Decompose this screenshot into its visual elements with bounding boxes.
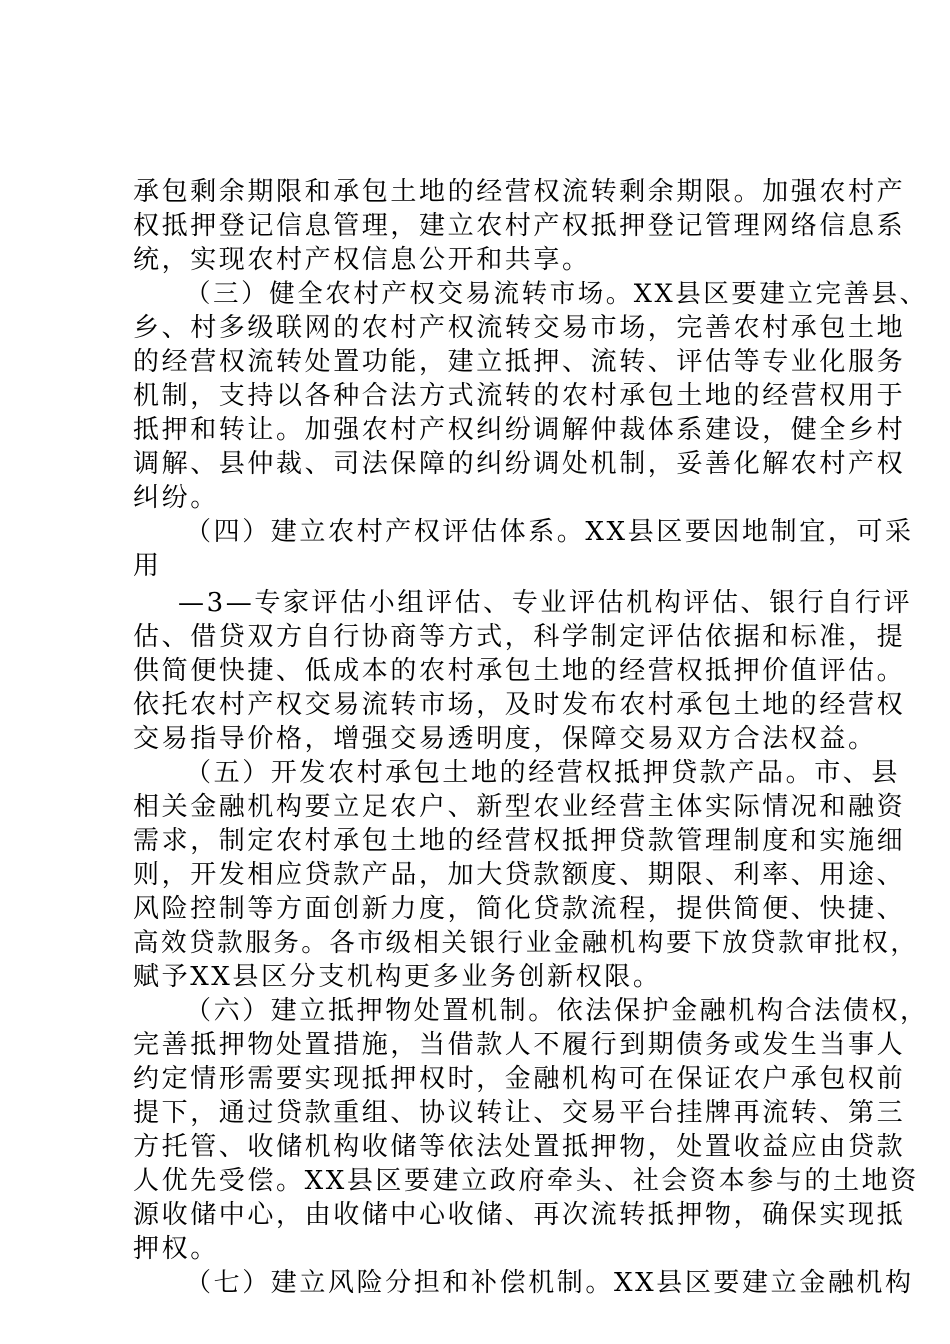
- text-line: 则，开发相应贷款产品，加大贷款额度、期限、利率、用途、: [133, 860, 906, 890]
- text-line: 承包剩余期限和承包土地的经营权流转剩余期限。加强农村产: [133, 177, 906, 207]
- paragraph-first-line: （六）建立抵押物处置机制。依法保护金融机构合法债权，: [185, 996, 929, 1026]
- text-line: 相关金融机构要立足农户、新型农业经营主体实际情况和融资: [133, 792, 906, 822]
- text-line: 的经营权流转处置功能，建立抵押、流转、评估等专业化服务: [133, 347, 906, 377]
- text-line: 交易指导价格，增强交易透明度，保障交易双方合法权益。: [133, 724, 877, 754]
- text-line: 乡、村多级联网的农村产权流转交易市场，完善农村承包土地: [133, 313, 906, 343]
- text-line: 统，实现农村产权信息公开和共享。: [133, 245, 591, 275]
- text-line: 机制，支持以各种合法方式流转的农村承包土地的经营权用于: [133, 381, 906, 411]
- text-line: 需求，制定农村承包土地的经营权抵押贷款管理制度和实施细: [133, 826, 906, 856]
- paragraph-first-line: （七）建立风险分担和补偿机制。XX县区要建立金融机构: [185, 1268, 914, 1298]
- text-line: 高效贷款服务。各市级相关银行业金融机构要下放贷款审批权，: [133, 928, 919, 958]
- text-line: 风险控制等方面创新力度，简化贷款流程，提供简便、快捷、: [133, 894, 906, 924]
- text-line: 完善抵押物处置措施，当借款人不履行到期债务或发生当事人: [133, 1030, 906, 1060]
- text-line: 抵押和转让。加强农村产权纠纷调解仲裁体系建设，健全乡村: [133, 415, 906, 445]
- text-line: 调解、县仲裁、司法保障的纠纷调处机制，妥善化解农村产权: [133, 449, 906, 479]
- text-line: 赋予XX县区分支机构更多业务创新权限。: [133, 962, 662, 992]
- text-line: 方托管、收储机构收储等依法处置抵押物，处置收益应由贷款: [133, 1132, 906, 1162]
- text-line: 提下，通过贷款重组、协议转让、交易平台挂牌再流转、第三: [133, 1098, 906, 1128]
- text-line: 源收储中心，由收储中心收储、再次流转抵押物，确保实现抵: [133, 1200, 906, 1230]
- text-line: 押权。: [133, 1234, 219, 1264]
- text-line: 约定情形需要实现抵押权时，金融机构可在保证农户承包权前: [133, 1064, 906, 1094]
- text-line: 人优先受偿。XX县区要建立政府牵头、社会资本参与的土地资: [133, 1166, 919, 1196]
- paragraph-first-line: （三）健全农村产权交易流转市场。XX县区要建立完善县、: [185, 279, 928, 309]
- text-line: 用: [133, 551, 162, 581]
- text-line: 依托农村产权交易流转市场，及时发布农村承包土地的经营权: [133, 690, 906, 720]
- paragraph-first-line: （四）建立农村产权评估体系。XX县区要因地制宜，可采: [185, 517, 914, 547]
- text-line: 估、借贷双方自行协商等方式，科学制定评估依据和标准，提: [133, 622, 906, 652]
- page-number-line: —3—专家评估小组评估、专业评估机构评估、银行自行评: [178, 588, 913, 618]
- text-line: 权抵押登记信息管理，建立农村产权抵押登记管理网络信息系: [133, 211, 906, 241]
- paragraph-first-line: （五）开发农村承包土地的经营权抵押贷款产品。市、县: [185, 758, 901, 788]
- text-line: 纠纷。: [133, 483, 219, 513]
- text-line: 供简便快捷、低成本的农村承包土地的经营权抵押价值评估。: [133, 656, 906, 686]
